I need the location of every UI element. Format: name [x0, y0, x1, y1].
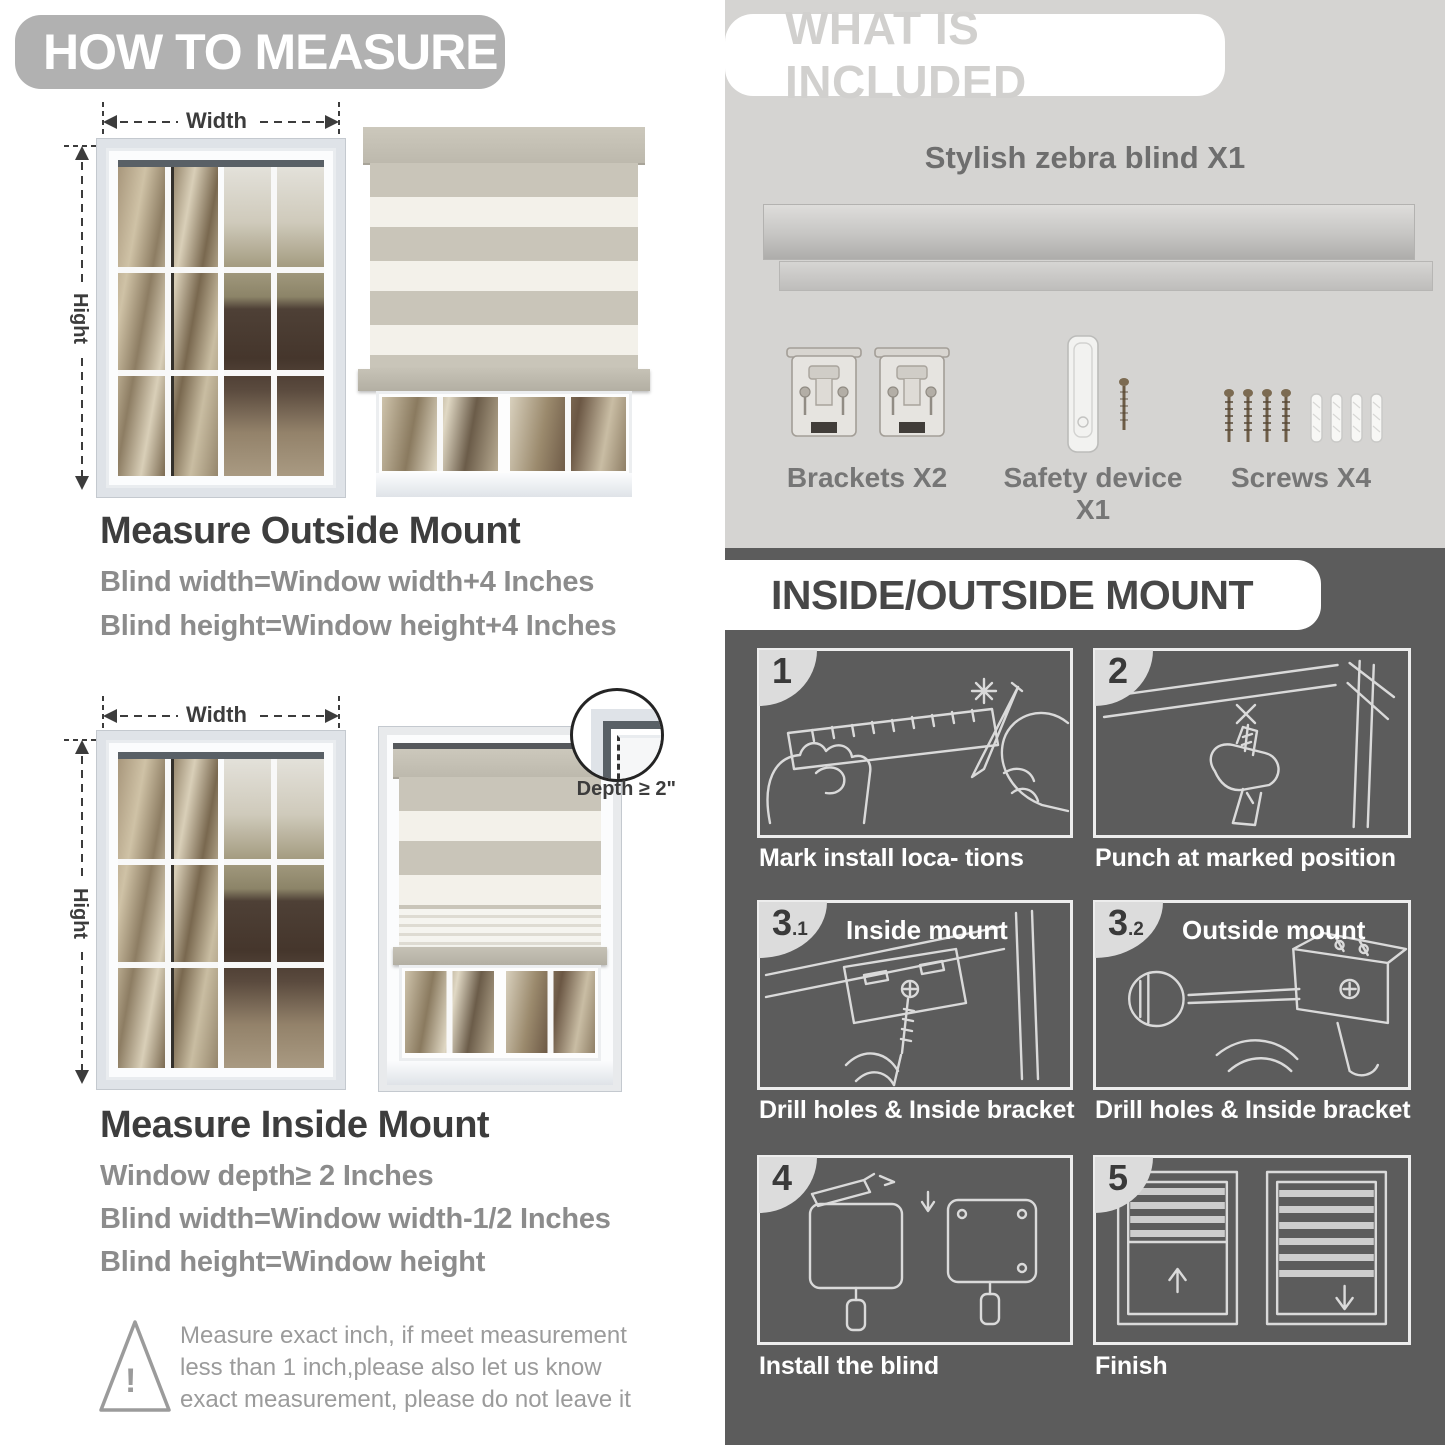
window-under-blind [376, 391, 632, 497]
step-number-badge: 4 [759, 1157, 817, 1213]
depth-label: Depth ≥ 2" [576, 778, 676, 800]
step-panel-4 [757, 1155, 1073, 1345]
mount-header [725, 560, 1321, 630]
what-is-included-title: WHAT IS INCLUDED [785, 2, 1027, 108]
screws-label: Screws X4 [1230, 462, 1372, 493]
blind-valance [363, 127, 645, 165]
inside-mount-heading: Measure Inside Mount [100, 1104, 490, 1146]
step-panel-1 [757, 648, 1073, 838]
window-pane [506, 971, 595, 1053]
warning-text: Measure exact inch, if meet measurement less than 1 inch,please also let us know exact measurement, please do not leave it [180, 1322, 631, 1413]
step-title-outside-mount: Outside mount [1182, 915, 1366, 945]
inside-mount-line1: Window depth≥ 2 Inches [100, 1160, 434, 1192]
safety-device-label: Safety device X1 [1003, 462, 1183, 525]
width-label-outside: Width [178, 108, 255, 134]
window-sash-right [224, 167, 324, 476]
what-is-included-section [725, 0, 1445, 548]
exclamation-mark: ! [125, 1362, 137, 1400]
blind-sheer-section [399, 909, 601, 947]
window-pane [510, 397, 626, 471]
zebra-blind-outside-photo [358, 125, 650, 497]
height-label-outside: Hight [68, 285, 91, 352]
mount-title: INSIDE/OUTSIDE MOUNT [771, 571, 1254, 618]
inside-mount-line3: Blind height=Window height [100, 1246, 486, 1278]
mount-steps-section [725, 548, 1445, 1445]
window-photo-inside [96, 730, 346, 1090]
how-to-measure-title: HOW TO MEASURE [43, 24, 498, 80]
window-pane [405, 971, 494, 1053]
outside-mount-line1: Blind width=Window width+4 Inches [100, 566, 595, 598]
window-sill [387, 1061, 613, 1085]
screws-anchors-icon [1223, 386, 1391, 448]
window-top-sash [118, 160, 324, 167]
step-number-badge: 1 [759, 650, 817, 706]
window-under-blind [399, 965, 601, 1061]
step-panel-3-1 [757, 900, 1073, 1090]
window-sash-left [118, 167, 218, 476]
step-caption-2: Punch at marked position [1095, 844, 1396, 872]
what-is-included-header [725, 2, 1225, 108]
outside-mount-line2: Blind height=Window height+4 Inches [100, 610, 617, 642]
corner-depth-dashed [617, 735, 664, 782]
step-panel-3-2 [1093, 900, 1411, 1090]
brackets-label: Brackets X2 [786, 462, 948, 493]
step-caption-3-2: Drill holes & Inside bracket [1095, 1096, 1411, 1124]
window-sill [376, 473, 632, 497]
step-title-inside-mount: Inside mount [846, 915, 1008, 945]
depth-detail-circle [570, 688, 664, 782]
window-pane [382, 397, 498, 471]
bracket-icon [785, 344, 863, 448]
blind-bottom-rail [393, 947, 607, 965]
window-sash-right [224, 759, 324, 1068]
step-number-badge: 3.2 [1095, 902, 1163, 958]
step-caption-1: Mark install loca- tions [759, 844, 1024, 872]
how-to-measure-header [15, 15, 505, 89]
step-panel-2 [1093, 648, 1411, 838]
window-sash-left [118, 759, 218, 1068]
step-panel-5 [1093, 1155, 1411, 1345]
blind-headrail-photo [763, 204, 1415, 260]
width-label-inside: Width [178, 702, 255, 728]
height-label-inside: Hight [68, 880, 91, 947]
bracket-icon [873, 344, 951, 448]
blind-headrail-lower [779, 261, 1433, 291]
step-number-badge: 5 [1095, 1157, 1153, 1213]
blind-item-label: Stylish zebra blind X1 [924, 140, 1246, 175]
inside-mount-line2: Blind width=Window width-1/2 Inches [100, 1203, 611, 1235]
safety-device-icon [1062, 334, 1148, 456]
blind-bottom-rail [358, 369, 650, 391]
step-caption-4: Install the blind [759, 1352, 939, 1380]
blind-stripes [370, 163, 638, 369]
window-photo-outside [96, 138, 346, 498]
step-caption-5: Finish [1095, 1352, 1168, 1380]
step-caption-3-1: Drill holes & Inside bracket [759, 1096, 1075, 1124]
step-number-badge: 3.1 [759, 902, 827, 958]
step-number-badge: 2 [1095, 650, 1153, 706]
window-top-sash [118, 752, 324, 759]
warning-triangle-icon [95, 1314, 175, 1418]
outside-mount-heading: Measure Outside Mount [100, 510, 521, 552]
